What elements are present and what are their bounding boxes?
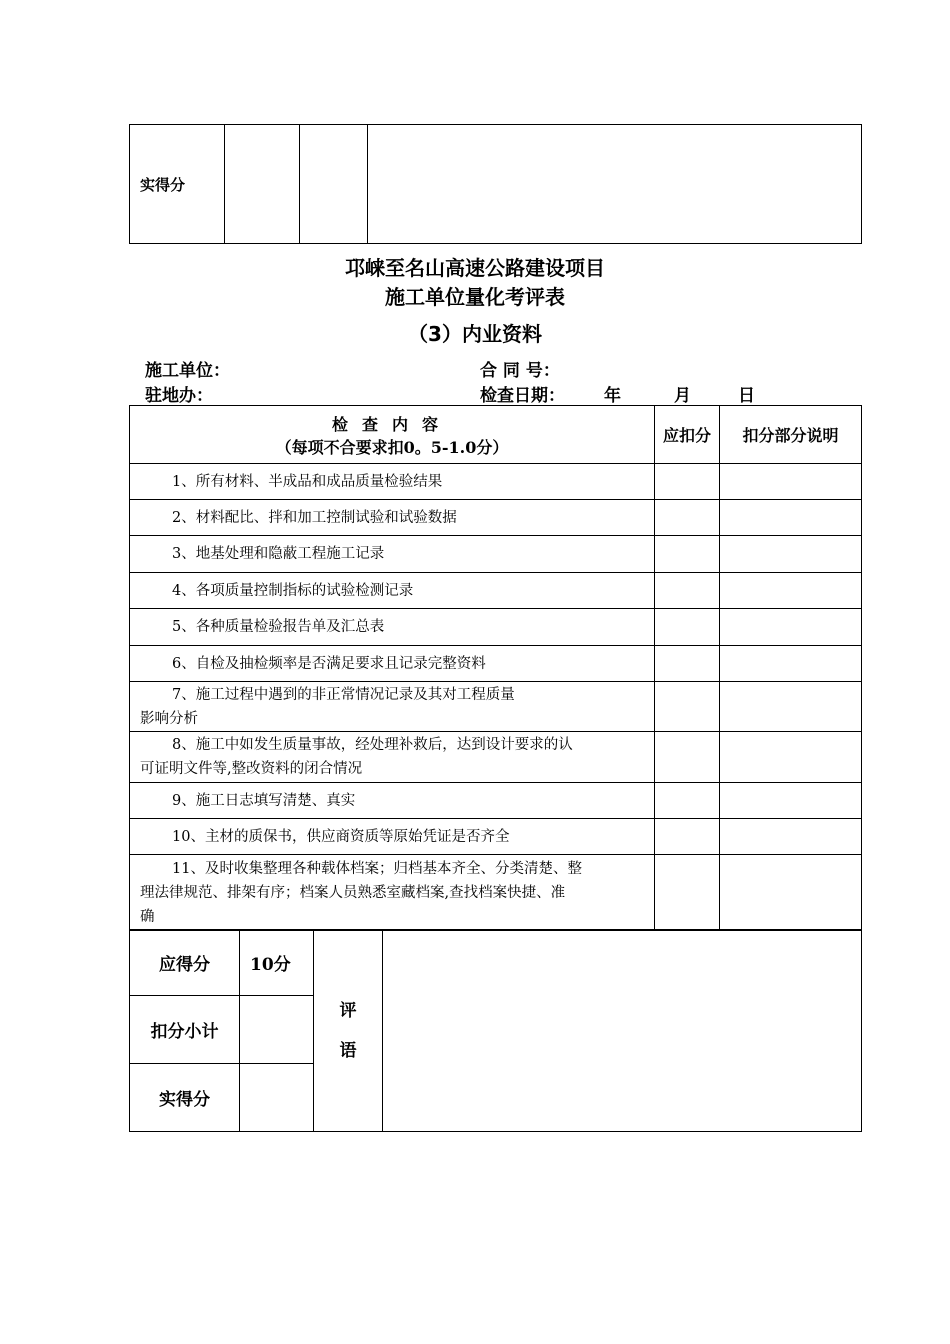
note-cell [720, 819, 862, 855]
actual-score-value [240, 1064, 314, 1132]
note-cell [720, 783, 862, 819]
deduct-cell [655, 855, 720, 931]
top-cell-1 [225, 125, 300, 244]
top-score-table [129, 124, 862, 244]
deduct-cell [655, 500, 720, 536]
note-cell [720, 464, 862, 500]
content-header [130, 406, 655, 464]
expected-score-label: 应得分 [130, 930, 240, 996]
site-office-label: 驻地办： [145, 386, 213, 406]
construction-unit-label: 施工单位： [145, 361, 230, 381]
table-row: 11、及时收集整理各种载体档案；归档基本齐全、分类清楚、整 理法律规范、排架有序；档案人员熟悉室藏档案,查找档案快捷、准 确 [130, 855, 655, 931]
deduct-cell [655, 682, 720, 732]
deduct-cell [655, 819, 720, 855]
deduct-cell [655, 536, 720, 573]
section-title: （3）内业资料 [408, 322, 542, 346]
table-row: 4、各项质量控制指标的试验检测记录 [130, 573, 655, 609]
content-header-line1: 检查内容 [331, 414, 452, 434]
month-label: 月 [674, 386, 691, 406]
remark-label [314, 930, 383, 1132]
inspection-table [129, 405, 862, 931]
note-header: 扣分部分说明 [720, 406, 862, 464]
note-cell [720, 732, 862, 783]
deduct-header: 应扣分 [655, 406, 720, 464]
table-row: 5、各种质量检验报告单及汇总表 [130, 609, 655, 646]
table-row: 6、自检及抽检频率是否满足要求且记录完整资料 [130, 646, 655, 682]
deduct-cell [655, 646, 720, 682]
expected-score-value: 10分 [240, 930, 314, 996]
day-label: 日 [738, 386, 755, 406]
table-row: 8、施工中如发生质量事故，经处理补救后，达到设计要求的认 可证明文件等,整改资料的闭合情况 [130, 732, 655, 783]
deduct-cell [655, 783, 720, 819]
deduct-cell [655, 573, 720, 609]
project-title: 邛崃至名山高速公路建设项目 [345, 256, 605, 280]
note-cell [720, 646, 862, 682]
deduct-cell [655, 464, 720, 500]
deduct-cell [655, 609, 720, 646]
deduct-subtotal-label: 扣分小计 [130, 996, 240, 1064]
remark-cell [383, 930, 862, 1132]
note-cell [720, 855, 862, 931]
top-cell-2 [300, 125, 368, 244]
year-label: 年 [604, 386, 621, 406]
actual-score-label: 实得分 [130, 125, 225, 244]
score-summary-table [129, 929, 862, 1132]
check-date-label: 检查日期： [480, 386, 565, 406]
contract-number-label: 合 同 号： [480, 361, 560, 381]
table-row: 1、所有材料、半成品和成品质量检验结果 [130, 464, 655, 500]
note-cell [720, 609, 862, 646]
deduct-cell [655, 732, 720, 783]
table-row: 2、材料配比、拌和加工控制试验和试验数据 [130, 500, 655, 536]
content-header-line2: （每项不合要求扣0。5-1.0分） [275, 437, 509, 457]
remark-char-2: 语 [339, 1040, 357, 1061]
note-cell [720, 682, 862, 732]
deduct-subtotal-value [240, 996, 314, 1064]
actual-score-label-bottom: 实得分 [130, 1064, 240, 1132]
table-row: 7、施工过程中遇到的非正常情况记录及其对工程质量 影响分析 [130, 682, 655, 732]
table-row: 10、主材的质保书，供应商资质等原始凭证是否齐全 [130, 819, 655, 855]
note-cell [720, 500, 862, 536]
table-row: 9、施工日志填写清楚、真实 [130, 783, 655, 819]
form-title: 施工单位量化考评表 [385, 285, 565, 309]
table-row: 3、地基处理和隐蔽工程施工记录 [130, 536, 655, 573]
top-cell-3 [368, 125, 862, 244]
note-cell [720, 536, 862, 573]
note-cell [720, 573, 862, 609]
remark-char-1: 评 [339, 1000, 357, 1021]
